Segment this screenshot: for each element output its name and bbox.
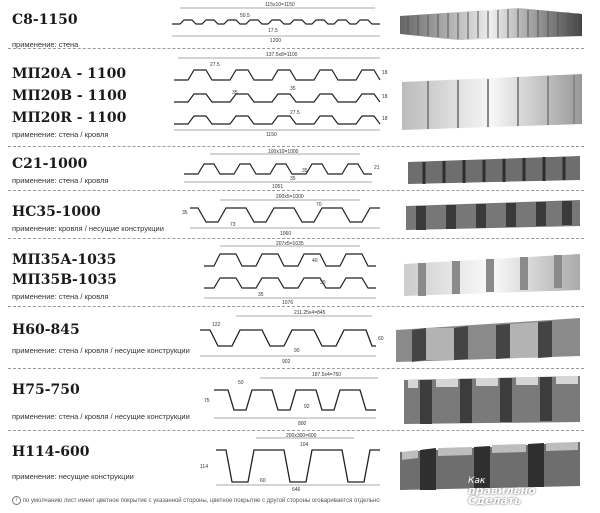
dim-a: 104 xyxy=(300,442,309,448)
dim-top: 207х5=1035 xyxy=(276,241,304,247)
dim-c: 35 xyxy=(290,86,296,92)
dim-a: 27.5 xyxy=(210,62,220,68)
dim-h: 60 xyxy=(378,336,384,342)
profile-title-a: МП35А-1035 xyxy=(12,252,117,268)
profile-usage: применение: стена / кровля / несущие конструкции xyxy=(12,412,190,421)
profile-photo-h75 xyxy=(400,374,584,426)
dim-b: 35 xyxy=(258,292,264,298)
profile-title: С8-1150 xyxy=(12,12,78,28)
profile-drawing-h60 xyxy=(196,308,386,368)
dim-b: 90 xyxy=(294,348,300,354)
dim-pitch: 50.5 xyxy=(240,13,250,19)
profile-drawing-h114 xyxy=(196,432,386,492)
profile-photo-c8 xyxy=(398,6,584,42)
divider xyxy=(8,190,584,191)
profile-row-c8 xyxy=(0,0,600,48)
watermark xyxy=(468,476,536,506)
divider xyxy=(8,238,584,239)
dim-total: 1060 xyxy=(280,231,292,237)
divider xyxy=(8,48,584,49)
dim-h: 114 xyxy=(200,464,208,470)
profile-usage: применение: несущие конструкции xyxy=(12,472,134,481)
dim-h: 21 xyxy=(374,165,380,171)
dim-top: 211.25х4=845 xyxy=(294,310,326,316)
profile-usage: применение: стена / кровля xyxy=(12,130,109,139)
profile-row-mp20 xyxy=(0,50,600,146)
dim-top: 115х10=1150 xyxy=(265,2,295,8)
profile-drawing-mp20 xyxy=(170,50,390,146)
dim-total: 1051 xyxy=(272,184,284,190)
dim-c: 30 xyxy=(320,280,326,286)
dim-top: 187.5х4=750 xyxy=(312,372,342,378)
dim-top: 200х5=1000 xyxy=(276,194,304,200)
dim-a: 50 xyxy=(238,380,244,386)
dim-total: 1200 xyxy=(270,38,282,44)
dim-top: 100х10=1000 xyxy=(268,149,299,155)
profile-drawing-c21 xyxy=(180,148,380,190)
profile-row-c21 xyxy=(0,148,600,190)
profile-photo-mp20 xyxy=(398,72,584,132)
profile-title-b: МП35В-1035 xyxy=(12,272,117,288)
profile-title-r: МП20R - 1100 xyxy=(12,110,127,126)
dim-top: 137.5х8=1100 xyxy=(266,52,298,58)
profile-title-a: МП20А - 1100 xyxy=(12,66,127,82)
profile-drawing-h75 xyxy=(200,370,386,430)
profile-usage: применение: кровля / несущие конструкции xyxy=(12,224,164,233)
profile-row-h75 xyxy=(0,370,600,430)
dim-total: 1150 xyxy=(266,132,277,138)
profile-row-h60 xyxy=(0,308,600,368)
profile-photo-h60 xyxy=(392,316,584,364)
profile-title: НС35-1000 xyxy=(12,204,101,220)
profile-usage: применение: стена xyxy=(12,40,79,49)
profile-usage: применение: стена / кровля xyxy=(12,176,109,185)
divider xyxy=(8,368,584,369)
dim-b: 60 xyxy=(260,478,266,484)
profile-row-mp35 xyxy=(0,240,600,306)
dim-total: 1076 xyxy=(282,300,294,306)
watermark-line1: Как xyxy=(468,476,486,486)
dim-h1: 18 xyxy=(382,70,388,76)
dim-a: 70 xyxy=(316,202,322,208)
profile-photo-mp35 xyxy=(400,252,584,298)
dim-a: 122 xyxy=(212,322,221,328)
dim-h: 35 xyxy=(182,210,188,216)
dim-a: 35 xyxy=(290,176,296,182)
dim-b: 92 xyxy=(304,404,310,410)
dim-top: 200х300=600 xyxy=(286,433,317,439)
watermark-line2: правильно xyxy=(468,484,536,497)
profile-title: С21-1000 xyxy=(12,156,88,172)
dim-b: 73 xyxy=(230,222,236,228)
profile-row-hc35 xyxy=(0,192,600,238)
dim-b: 35 xyxy=(232,90,238,96)
footer-text: по умолчанию лист имеет цветное покрытие с указанной стороны, цветное покрытие с другой стороны оговаривается отдельно xyxy=(22,498,380,505)
dim-total: 646 xyxy=(292,487,301,493)
profile-drawing-mp35 xyxy=(200,240,380,306)
divider xyxy=(8,430,584,431)
dim-a: 40 xyxy=(312,258,318,264)
dim-h3: 18 xyxy=(382,116,388,122)
profile-title: Н114-600 xyxy=(12,444,90,460)
divider xyxy=(8,146,584,147)
dim-h: 75 xyxy=(204,398,210,404)
profile-drawing-hc35 xyxy=(180,192,390,238)
watermark-line3: Сделать xyxy=(468,494,522,507)
profile-drawing-c8 xyxy=(170,2,390,46)
profile-title: Н75-750 xyxy=(12,382,80,398)
info-icon: i xyxy=(12,496,21,505)
dim-total: 902 xyxy=(282,359,291,365)
dim-small: 17.5 xyxy=(268,28,278,34)
profile-title: Н60-845 xyxy=(12,322,80,338)
dim-total: 800 xyxy=(298,421,307,427)
profile-photo-c21 xyxy=(404,154,584,186)
dim-h2: 18 xyxy=(382,94,388,100)
profile-usage: применение: стена / кровля xyxy=(12,292,109,301)
dim-d: 27.5 xyxy=(290,110,300,116)
footer-note xyxy=(12,496,380,505)
profile-title-b: МП20В - 1100 xyxy=(12,88,127,104)
profile-photo-hc35 xyxy=(402,198,584,232)
profile-usage: применение: стена / кровля / несущие конструкции xyxy=(12,346,190,355)
dim-b: 35 xyxy=(302,168,308,174)
divider xyxy=(8,306,584,307)
